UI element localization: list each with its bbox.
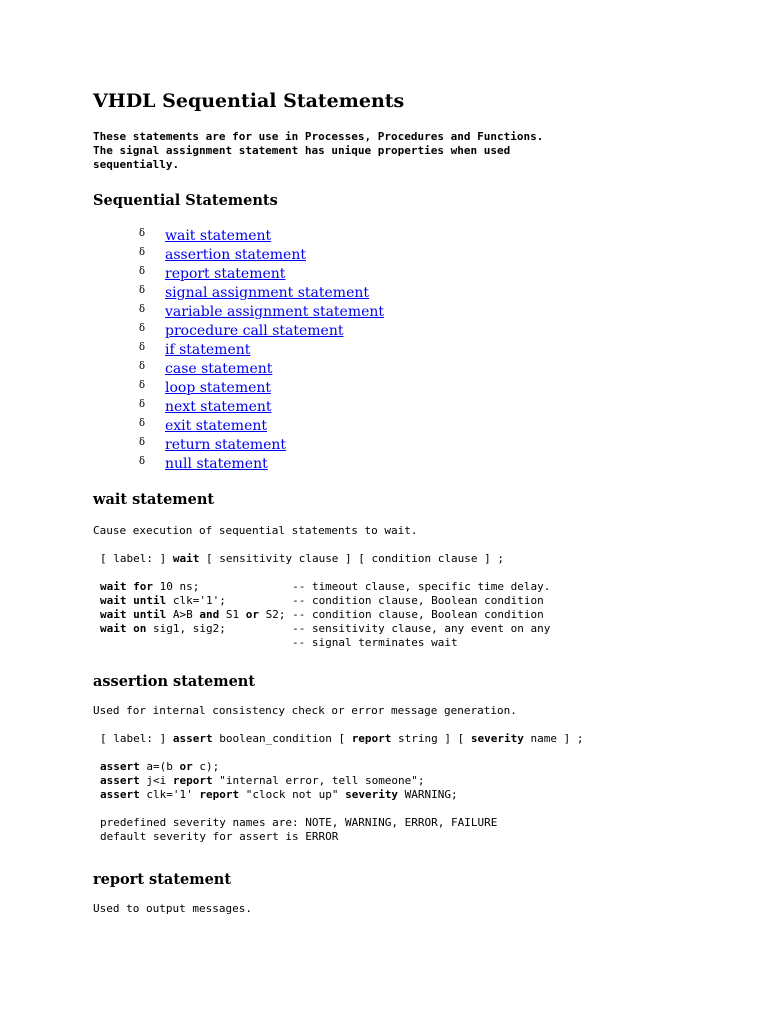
code-keyword: wait xyxy=(100,594,127,607)
toc-item xyxy=(93,303,733,322)
syntax-text: string ] [ xyxy=(391,732,471,745)
page-title: VHDL Sequential Statements xyxy=(93,90,405,112)
code-text: WARNING; xyxy=(398,788,458,801)
code-text: "internal error, tell someone"; xyxy=(212,774,425,787)
code-keyword: assert xyxy=(100,760,140,773)
code-keyword: report xyxy=(172,774,213,787)
toc-link-return[interactable]: return statement xyxy=(165,437,287,453)
bullet-icon: δ xyxy=(139,361,146,372)
bullet-icon: δ xyxy=(139,247,146,258)
code-keyword: wait xyxy=(100,622,127,635)
code-text: S2; -- condition clause, Boolean condition xyxy=(259,608,544,621)
code-keyword: or xyxy=(245,608,259,621)
code-keyword: for xyxy=(133,580,153,593)
syntax-keyword: report xyxy=(351,732,392,745)
bullet-icon: δ xyxy=(139,399,146,410)
syntax-keyword: severity xyxy=(470,732,524,745)
code-keyword: severity xyxy=(345,788,399,801)
bullet-icon: δ xyxy=(139,380,146,391)
syntax-text: [ label: ] xyxy=(100,732,173,745)
toc-item xyxy=(93,265,733,284)
code-keyword: report xyxy=(199,788,240,801)
section-heading-assertion: assertion statement xyxy=(93,673,256,690)
toc-link-next[interactable]: next statement xyxy=(165,399,272,415)
code-text: a=(b xyxy=(139,760,180,773)
toc-link-variable-assignment[interactable]: variable assignment statement xyxy=(165,304,385,320)
code-keyword: assert xyxy=(100,774,140,787)
toc-link-case[interactable]: case statement xyxy=(165,361,273,377)
toc-item xyxy=(93,398,733,417)
section-heading-wait: wait statement xyxy=(93,491,215,508)
toc-link-wait[interactable]: wait statement xyxy=(165,228,272,244)
intro-line: The signal assignment statement has unique properties when used xyxy=(93,144,511,157)
intro-paragraph xyxy=(93,130,733,172)
document-page xyxy=(93,86,733,916)
code-text: "clock not up" xyxy=(239,788,346,801)
note-line: predefined severity names are: NOTE, WARNING, ERROR, FAILURE xyxy=(100,816,498,829)
code-text: S1 xyxy=(219,608,246,621)
intro-line: These statements are for use in Processes, Procedures and Functions. xyxy=(93,130,544,143)
toc-link-loop[interactable]: loop statement xyxy=(165,380,272,396)
toc-item xyxy=(93,436,733,455)
assertion-code-block xyxy=(93,760,733,802)
code-keyword: wait xyxy=(100,580,127,593)
toc-item xyxy=(93,360,733,379)
bullet-icon: δ xyxy=(139,418,146,429)
bullet-icon: δ xyxy=(139,437,146,448)
toc-item xyxy=(93,322,733,341)
assertion-description: Used for internal consistency check or error message generation. xyxy=(93,704,517,717)
toc-heading: Sequential Statements xyxy=(93,192,278,209)
toc-link-exit[interactable]: exit statement xyxy=(165,418,268,434)
code-keyword: assert xyxy=(100,788,140,801)
code-keyword: until xyxy=(133,608,167,621)
assertion-syntax xyxy=(93,732,733,746)
syntax-text: [ sensitivity clause ] [ condition clause ] ; xyxy=(199,552,504,565)
toc-link-signal-assignment[interactable]: signal assignment statement xyxy=(165,285,370,301)
bullet-icon: δ xyxy=(139,456,146,467)
code-text: j<i xyxy=(139,774,173,787)
wait-code-block xyxy=(93,580,733,650)
toc-item xyxy=(93,246,733,265)
wait-syntax xyxy=(93,552,733,566)
syntax-text: name ] ; xyxy=(523,732,584,745)
code-text: 10 ns; -- timeout clause, specific time delay. xyxy=(153,580,551,593)
section-heading-report: report statement xyxy=(93,871,232,888)
intro-line: sequentially. xyxy=(93,158,180,171)
assertion-notes xyxy=(93,816,733,844)
code-text: clk='1'; -- condition clause, Boolean condition xyxy=(166,594,544,607)
bullet-icon: δ xyxy=(139,228,146,239)
code-keyword: on xyxy=(133,622,147,635)
toc-list xyxy=(93,227,733,474)
bullet-icon: δ xyxy=(139,304,146,315)
toc-item xyxy=(93,284,733,303)
report-description: Used to output messages. xyxy=(93,902,252,915)
code-keyword: and xyxy=(199,608,220,621)
code-text: c); xyxy=(192,760,220,773)
syntax-text: [ label: ] xyxy=(100,552,173,565)
code-text: clk='1' xyxy=(139,788,200,801)
note-line: default severity for assert is ERROR xyxy=(100,830,339,843)
toc-link-assertion[interactable]: assertion statement xyxy=(165,247,306,263)
bullet-icon: δ xyxy=(139,285,146,296)
toc-item xyxy=(93,455,733,474)
syntax-keyword: wait xyxy=(172,552,200,565)
syntax-text: boolean_condition [ xyxy=(212,732,352,745)
bullet-icon: δ xyxy=(139,342,146,353)
code-keyword: or xyxy=(179,760,193,773)
code-keyword: until xyxy=(133,594,167,607)
code-text: A>B xyxy=(166,608,200,621)
toc-link-procedure-call[interactable]: procedure call statement xyxy=(165,323,344,339)
toc-item xyxy=(93,341,733,360)
syntax-keyword: assert xyxy=(172,732,213,745)
bullet-icon: δ xyxy=(139,266,146,277)
bullet-icon: δ xyxy=(139,323,146,334)
wait-description: Cause execution of sequential statements to wait. xyxy=(93,524,418,537)
toc-link-if[interactable]: if statement xyxy=(165,342,251,358)
code-keyword: wait xyxy=(100,608,127,621)
toc-item xyxy=(93,417,733,436)
code-text: sig1, sig2; -- sensitivity clause, any event on any xyxy=(146,622,551,635)
toc-link-report[interactable]: report statement xyxy=(165,266,286,282)
toc-item xyxy=(93,227,733,246)
code-text: -- signal terminates wait xyxy=(100,636,458,649)
toc-link-null[interactable]: null statement xyxy=(165,456,268,472)
toc-item xyxy=(93,379,733,398)
